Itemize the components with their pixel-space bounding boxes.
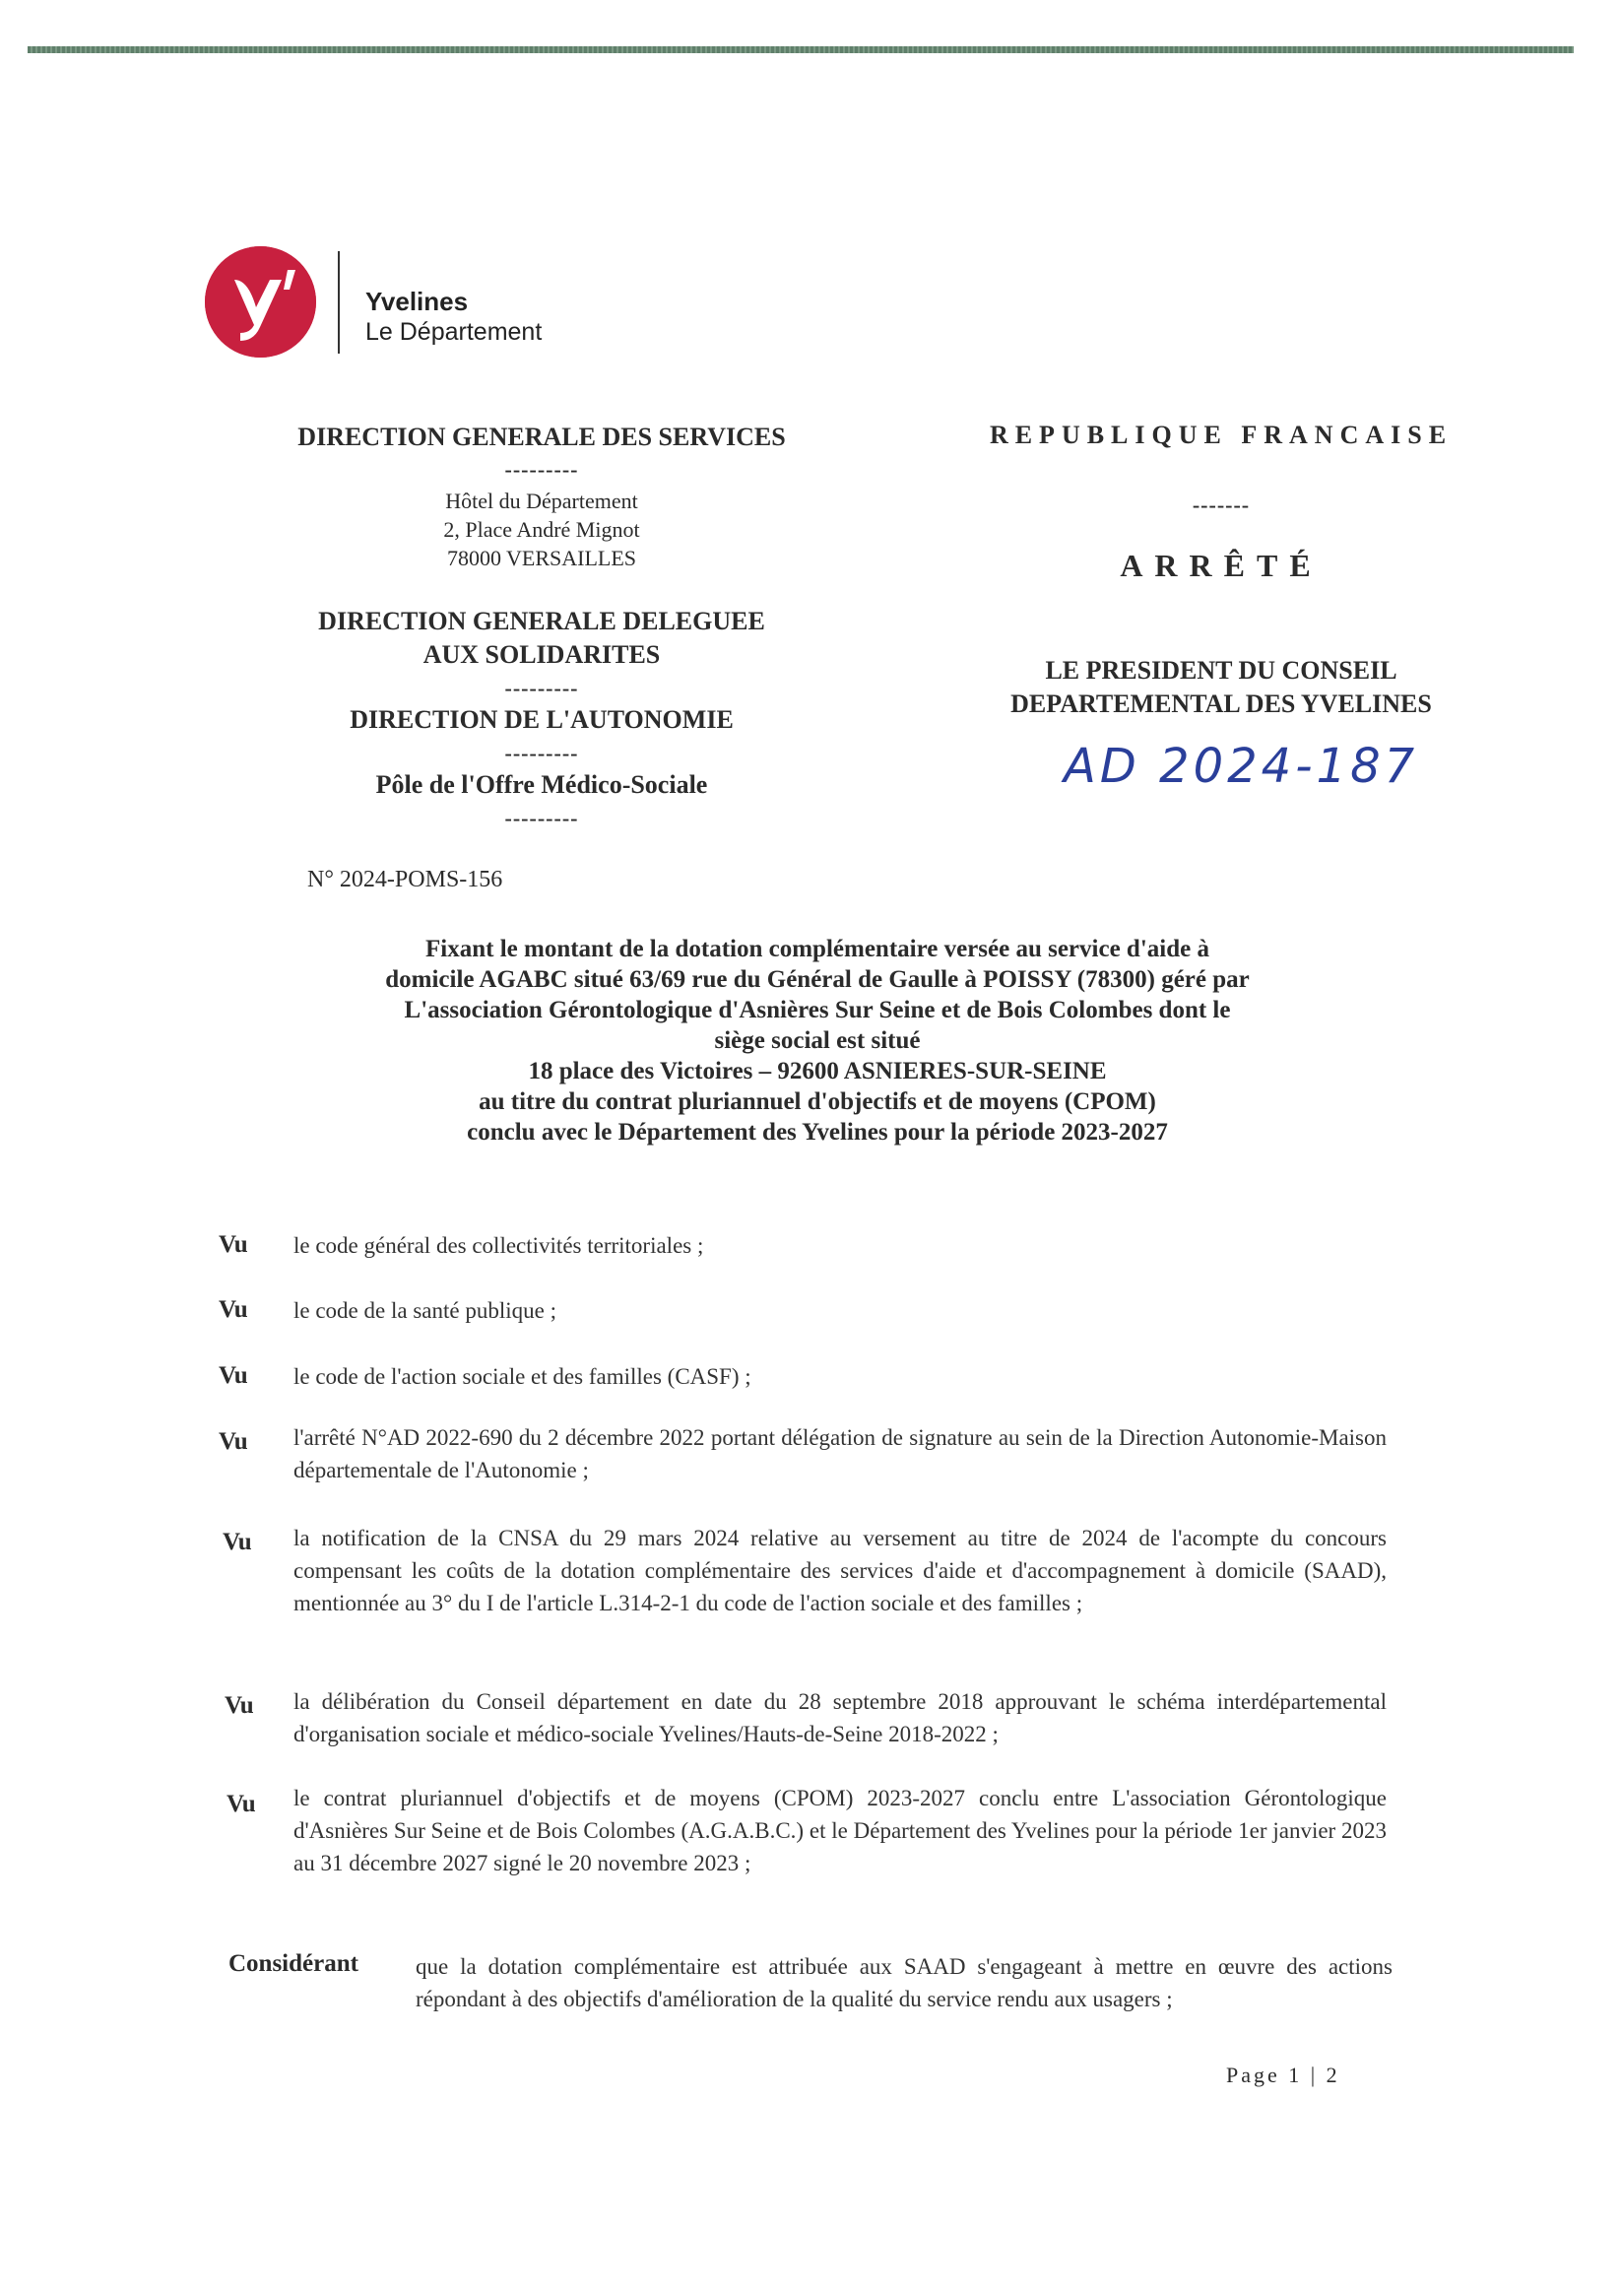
yvelines-logo <box>205 246 316 358</box>
president-title <box>945 654 1497 721</box>
arrete-title: ARRÊTÉ <box>1120 548 1323 583</box>
dgds-line-2: AUX SOLIDARITES <box>422 640 661 669</box>
president-line-1: LE PRESIDENT DU CONSEIL <box>1045 656 1397 685</box>
address-line: Hôtel du Département <box>445 489 638 513</box>
republique-title: REPUBLIQUE FRANCAISE <box>989 421 1454 449</box>
dgs-title: DIRECTION GENERALE DES SERVICES <box>297 423 786 451</box>
dash-2: --------- <box>504 676 579 700</box>
pole-title: Pôle de l'Offre Médico-Sociale <box>375 770 708 799</box>
vu-label: Vu <box>219 1362 248 1389</box>
vu-label: Vu <box>219 1231 248 1258</box>
top-rule <box>28 46 1574 53</box>
dash-3: --------- <box>504 741 579 765</box>
subject-line: L'association Gérontologique d'Asnières Sur Seine et de Bois Colombes dont le <box>404 997 1231 1023</box>
vu-label: Vu <box>223 1529 252 1555</box>
subject-line: 18 place des Victoires – 92600 ASNIERES-SUR-SEINE <box>528 1058 1107 1084</box>
dgds-title <box>246 605 837 672</box>
dash-1: --------- <box>504 457 579 482</box>
page-number: Page 1 | 2 <box>1226 2063 1340 2087</box>
address-line: 78000 VERSAILLES <box>446 546 637 570</box>
vu-label: Vu <box>225 1692 254 1719</box>
dgds-line-1: DIRECTION GENERALE DELEGUEE <box>318 607 765 635</box>
vu-label: Vu <box>219 1296 248 1323</box>
logo-divider <box>338 251 340 354</box>
brand-name: Yvelines <box>365 287 469 316</box>
vu-item: la délibération du Conseil département en date du 28 septembre 2018 approuvant le schéma interdépartemental d'organisation sociale et médico-sociale Yvelines/Hauts-de-Seine 2018-2022 ; <box>293 1689 1387 1746</box>
vu-item: l'arrêté N°AD 2022-690 du 2 décembre 2022 portant délégation de signature au sein de la Direction Autonomie-Maison départementale de l'Autonomie ; <box>293 1425 1387 1482</box>
vu-item: le code de l'action sociale et des familles (CASF) ; <box>293 1364 751 1389</box>
president-line-2: DEPARTEMENTAL DES YVELINES <box>1010 689 1432 718</box>
subject-line: conclu avec le Département des Yvelines pour la période 2023-2027 <box>467 1119 1168 1146</box>
decree-subject <box>325 934 1310 1148</box>
handwritten-reference: AD 2024-187 <box>1064 739 1419 794</box>
brand-block <box>365 286 542 347</box>
vu-item: la notification de la CNSA du 29 mars 2024 relative au versement au titre de 2024 de l'acompte du concours compensant les coûts de la dotation complémentaire des services d'aide et d'accompagnement à domicile (SAAD), mentionnée au 3° du I de l'article L.314-2-1 du code de l'action sociale et des familles ; <box>293 1526 1387 1615</box>
vu-label: Vu <box>227 1791 256 1817</box>
considerant-label: Considérant <box>228 1950 358 1977</box>
subject-line: au titre du contrat pluriannuel d'objectifs et de moyens (CPOM) <box>479 1088 1156 1115</box>
yvelines-logo-icon <box>205 246 316 358</box>
vu-item: le code de la santé publique ; <box>293 1298 556 1323</box>
vu-item: le code général des collectivités territoriales ; <box>293 1233 704 1258</box>
vu-label: Vu <box>219 1428 248 1455</box>
dash-right: ------- <box>1192 492 1251 517</box>
considerant-text: que la dotation complémentaire est attribuée aux SAAD s'engageant à mettre en œuvre des actions répondant à des objectifs d'amélioration de la qualité du service rendu aux usagers ; <box>416 1954 1393 2011</box>
subject-line: domicile AGABC situé 63/69 rue du Général de Gaulle à POISSY (78300) géré par <box>385 966 1250 993</box>
address-line: 2, Place André Mignot <box>443 517 640 542</box>
autonomie-title: DIRECTION DE L'AUTONOMIE <box>350 705 734 734</box>
vu-item: le contrat pluriannuel d'objectifs et de moyens (CPOM) 2023-2027 conclu entre L'association Gérontologique d'Asnières Sur Seine et de Bois Colombes (A.G.A.B.C.) et le Département des Yvelines pour la période 1er janvier 2023 au 31 décembre 2027 signé le 20 novembre 2023 ; <box>293 1786 1387 1875</box>
subject-line: siège social est situé <box>714 1027 921 1054</box>
dash-4: --------- <box>504 806 579 830</box>
subject-line: Fixant le montant de la dotation complémentaire versée au service d'aide à <box>425 936 1209 962</box>
decree-number: N° 2024-POMS-156 <box>307 867 503 892</box>
brand-subtitle: Le Département <box>365 318 543 346</box>
address-block <box>246 487 837 572</box>
